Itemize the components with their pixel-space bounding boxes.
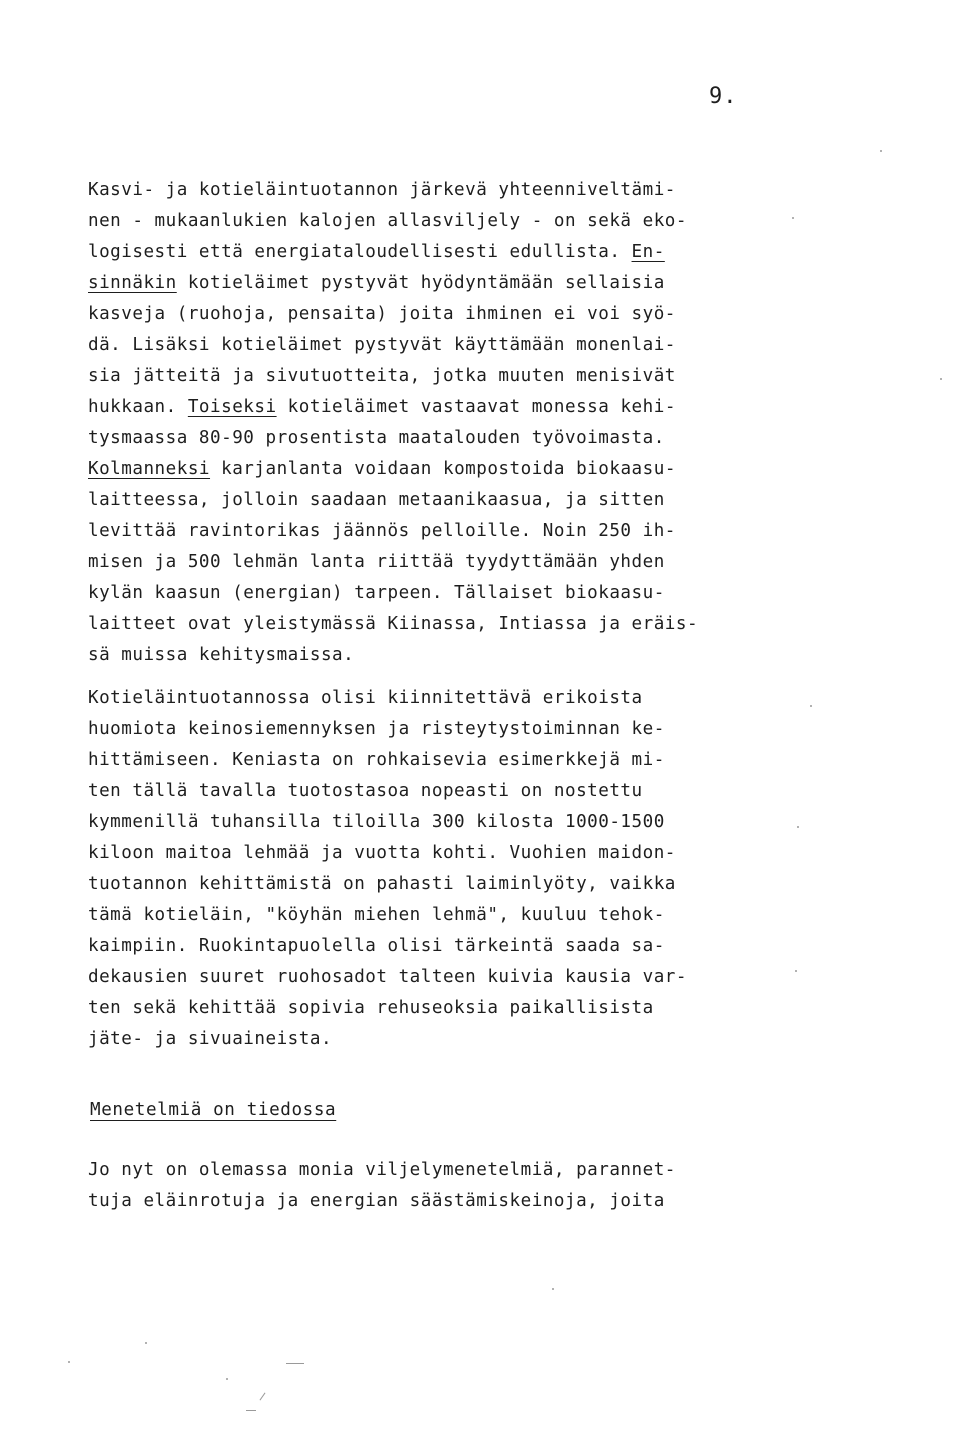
text-line: kaimpiin. Ruokintapuolella olisi tärkeintä saada sa-: [88, 936, 665, 956]
text-line: laitteessa, jolloin saadaan metaanikaasua, ja sitten: [88, 490, 665, 510]
scan-speck: [246, 1410, 256, 1411]
text-line: tysmaassa 80-90 prosentista maatalouden työvoimasta.: [88, 428, 665, 448]
scan-speck: [145, 1342, 147, 1344]
text-line: [88, 268, 665, 298]
text-line: dekausien suuret ruohosadot talteen kuivia kausia var-: [88, 967, 687, 987]
text-line: kasveja (ruohoja, pensaita) joita ihminen ei voi syö-: [88, 304, 676, 324]
text-run: karjanlanta voidaan kompostoida biokaasu-: [210, 459, 676, 479]
text-line: tuotannon kehittämistä on pahasti laiminlyöty, vaikka: [88, 874, 676, 894]
text-line: tuja eläinrotuja ja energian säästämiskeinoja, joita: [88, 1191, 665, 1211]
text-line: sä muissa kehitysmaissa.: [88, 645, 355, 665]
text-run: hukkaan.: [88, 397, 188, 417]
text-line: misen ja 500 lehmän lanta riittää tyydyttämään yhden: [88, 552, 665, 572]
underlined-word: Kolmanneksi: [88, 459, 211, 479]
text-run: kotieläimet pystyvät hyödyntämään sellaisia: [176, 273, 665, 293]
section-heading: Menetelmiä on tiedossa: [90, 1100, 337, 1120]
text-line: levittää ravintorikas jäännös pelloille. Noin 250 ih-: [88, 521, 676, 541]
scan-speck: [810, 705, 812, 707]
text-line: Kasvi- ja kotieläintuotannon järkevä yhteenniveltämi-: [88, 180, 676, 200]
text-line: kylän kaasun (energian) tarpeen. Tällaiset biokaasu-: [88, 583, 665, 603]
underlined-word: En-: [631, 242, 665, 262]
scan-speck: [880, 150, 882, 152]
text-line: dä. Lisäksi kotieläimet pystyvät käyttämään monenlai-: [88, 335, 676, 355]
scan-speck: [68, 1361, 70, 1363]
text-line: kymmenillä tuhansilla tiloilla 300 kilosta 1000-1500: [88, 812, 665, 832]
text-line: huomiota keinosiemennyksen ja risteytystoiminnan ke-: [88, 719, 665, 739]
underlined-word: Toiseksi: [187, 397, 277, 417]
underlined-word: sinnäkin: [88, 273, 177, 293]
text-line: [88, 237, 665, 267]
page-number: 9.: [709, 84, 738, 109]
text-run: logisesti että energiataloudellisesti edullista.: [88, 242, 632, 262]
text-run: kotieläimet vastaavat monessa kehi-: [276, 397, 676, 417]
scan-speck: [226, 1378, 228, 1380]
text-line: ten tällä tavalla tuotostasoa nopeasti on nostettu: [88, 781, 643, 801]
scan-speck: [792, 217, 794, 219]
text-line: jäte- ja sivuaineista.: [88, 1029, 333, 1049]
scan-speck: [797, 826, 799, 828]
text-line: laitteet ovat yleistymässä Kiinassa, Intiassa ja eräis-: [88, 614, 699, 634]
text-line: Kotieläintuotannossa olisi kiinnitettävä erikoista: [88, 688, 643, 708]
text-line: hittämiseen. Keniasta on rohkaisevia esimerkkejä mi-: [88, 750, 665, 770]
text-line: sia jätteitä ja sivutuotteita, jotka muuten menisivät: [88, 366, 676, 386]
text-line: tämä kotieläin, "köyhän miehen lehmä", kuuluu tehok-: [88, 905, 665, 925]
scan-speck: [795, 970, 797, 972]
scan-speck: [260, 1393, 266, 1401]
text-line: [88, 454, 676, 484]
text-line: Jo nyt on olemassa monia viljelymenetelmiä, parannet-: [88, 1160, 676, 1180]
text-line: [88, 392, 676, 422]
scan-speck: [552, 1288, 554, 1290]
text-line: ten sekä kehittää sopivia rehuseoksia paikallisista: [88, 998, 654, 1018]
text-line: kiloon maitoa lehmää ja vuotta kohti. Vuohien maidon-: [88, 843, 676, 863]
scan-speck: [940, 378, 942, 380]
scan-speck: [286, 1363, 304, 1364]
text-line: nen - mukaanlukien kalojen allasviljely - on sekä eko-: [88, 211, 687, 231]
